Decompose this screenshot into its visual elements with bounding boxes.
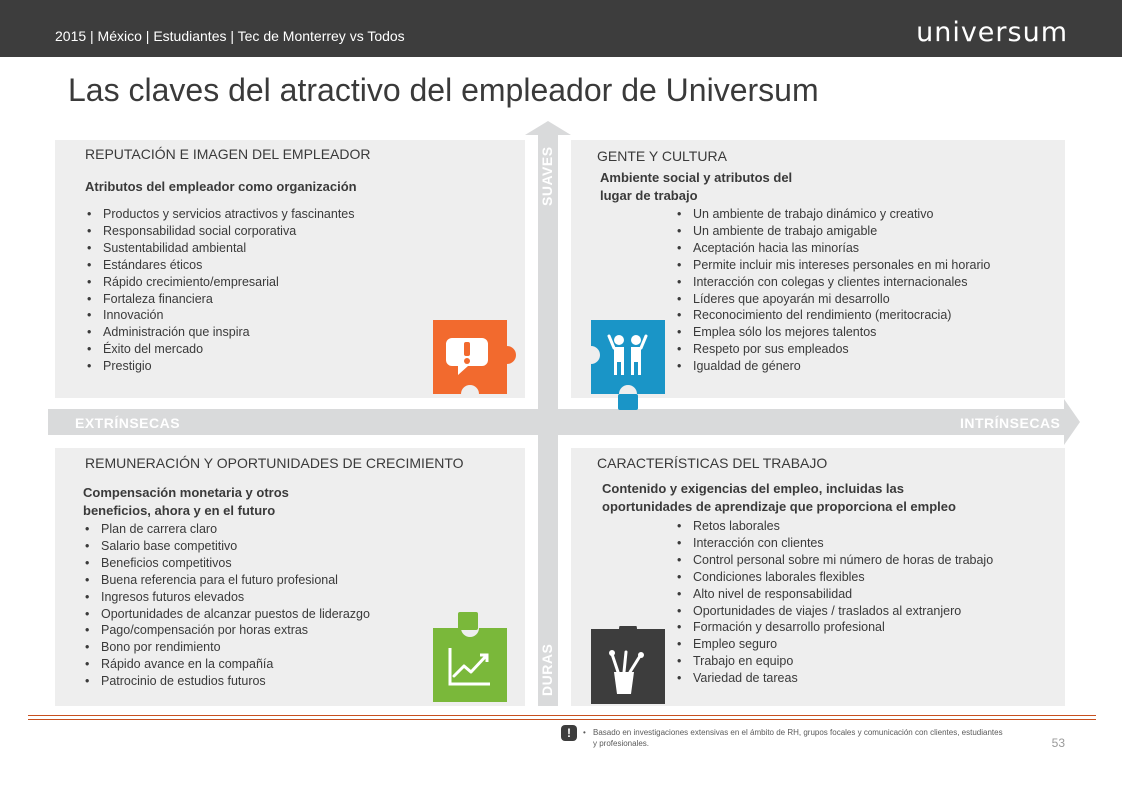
axis-label-left: EXTRÍNSECAS	[75, 415, 181, 431]
list-item: • Bono por rendimiento	[83, 639, 370, 656]
list-item: • Un ambiente de trabajo dinámico y creativo	[675, 206, 990, 223]
list-item: • Innovación	[85, 307, 355, 324]
quadrant-subtitle-line1: Contenido y exigencias del empleo, incluidas las	[602, 481, 904, 496]
list-item: • Líderes que apoyarán mi desarrollo	[675, 291, 990, 308]
footer-divider	[28, 715, 1096, 716]
list-item: • Patrocinio de estudios futuros	[83, 673, 370, 690]
quadrant-title: REMUNERACIÓN Y OPORTUNIDADES DE CRECIMIENTO	[85, 455, 464, 471]
list-item: • Ingresos futuros elevados	[83, 589, 370, 606]
people-icon	[588, 318, 668, 412]
list-item: • Respeto por sus empleados	[675, 341, 990, 358]
quadrant-title: CARACTERÍSTICAS DEL TRABAJO	[597, 455, 828, 471]
list-item: • Emplea sólo los mejores talentos	[675, 324, 990, 341]
list-item: • Aceptación hacia las minorías	[675, 240, 990, 257]
list-item: • Prestigio	[85, 358, 355, 375]
header-context: 2015 | México | Estudiantes | Tec de Monterrey vs Todos	[55, 28, 405, 44]
exclamation-icon: !	[561, 725, 577, 741]
attribute-list	[85, 206, 355, 375]
list-item: • Buena referencia para el futuro profesional	[83, 572, 370, 589]
quadrant-title: GENTE Y CULTURA	[597, 148, 727, 164]
quadrant-subtitle-line1: Compensación monetaria y otros	[83, 485, 289, 500]
list-item: • Reconocimiento del rendimiento (meritocracia)	[675, 307, 990, 324]
list-item: • Administración que inspira	[85, 324, 355, 341]
list-item: • Éxito del mercado	[85, 341, 355, 358]
page-number: 53	[1051, 736, 1065, 750]
axis-label-right: INTRÍNSECAS	[960, 415, 1061, 431]
list-item: • Interacción con colegas y clientes internacionales	[675, 274, 990, 291]
list-item: • Trabajo en equipo	[675, 653, 993, 670]
list-item: • Interacción con clientes	[675, 535, 993, 552]
quadrant-subtitle-line2: beneficios, ahora y en el futuro	[83, 503, 276, 518]
list-item: • Permite incluir mis intereses personales en mi horario	[675, 257, 990, 274]
list-item: • Oportunidades de viajes / traslados al extranjero	[675, 603, 993, 620]
list-item: • Alto nivel de responsabilidad	[675, 586, 993, 603]
list-item: • Variedad de tareas	[675, 670, 993, 687]
axis-label-top: SUAVES	[539, 146, 555, 206]
tools-cup-icon	[588, 626, 668, 706]
list-item: • Formación y desarrollo profesional	[675, 619, 993, 636]
list-item: • Rápido crecimiento/empresarial	[85, 274, 355, 291]
list-item: • Productos y servicios atractivos y fascinantes	[85, 206, 355, 223]
list-item: • Plan de carrera claro	[83, 521, 370, 538]
page-title: Las claves del atractivo del empleador de Universum	[68, 72, 819, 108]
attribute-list	[675, 518, 993, 687]
list-item: • Responsabilidad social corporativa	[85, 223, 355, 240]
list-item: • Empleo seguro	[675, 636, 993, 653]
list-item: • Beneficios competitivos	[83, 555, 370, 572]
list-item: • Salario base competitivo	[83, 538, 370, 555]
quadrant-subtitle-line2: oportunidades de aprendizaje que proporciona el empleo	[602, 499, 956, 514]
list-item: • Un ambiente de trabajo amigable	[675, 223, 990, 240]
list-item: • Condiciones laborales flexibles	[675, 569, 993, 586]
list-item: • Estándares éticos	[85, 257, 355, 274]
list-item: • Sustentabilidad ambiental	[85, 240, 355, 257]
growth-chart-icon	[430, 612, 514, 706]
quadrant-subtitle: Atributos del empleador como organización	[85, 179, 357, 194]
attribute-list	[83, 521, 370, 690]
list-item: • Retos laborales	[675, 518, 993, 535]
footnote: • Basado en investigaciones extensivas en el ámbito de RH, grupos focales y comunicación con clientes, estudiantes y profesionales.	[583, 727, 1003, 749]
universum-logo: universum	[916, 17, 1068, 48]
quadrant-title: REPUTACIÓN E IMAGEN DEL EMPLEADOR	[85, 146, 371, 162]
attribute-list	[675, 206, 990, 375]
list-item: • Igualdad de género	[675, 358, 990, 375]
speech-bubble-exclamation-icon	[430, 318, 524, 398]
list-item: • Oportunidades de alcanzar puestos de liderazgo	[83, 606, 370, 623]
quadrant-subtitle-line1: Ambiente social y atributos del	[600, 170, 793, 185]
footer-divider	[28, 719, 1096, 720]
list-item: • Pago/compensación por horas extras	[83, 622, 370, 639]
horizontal-axis-arrow	[48, 399, 1080, 445]
axis-label-bottom: DURAS	[539, 643, 555, 696]
quadrant-subtitle-line2: lugar de trabajo	[600, 188, 698, 203]
list-item: • Rápido avance en la compañía	[83, 656, 370, 673]
list-item: • Fortaleza financiera	[85, 291, 355, 308]
list-item: • Control personal sobre mi número de horas de trabajo	[675, 552, 993, 569]
